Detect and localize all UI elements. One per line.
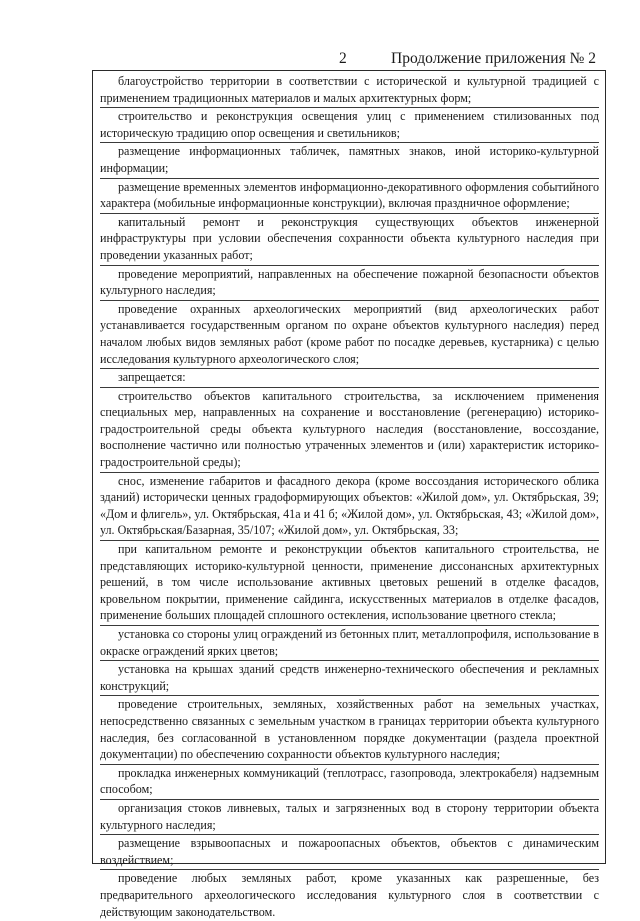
prohibited-heading: запрещается: <box>100 369 599 388</box>
page-header <box>0 50 640 70</box>
table-row: при капитальном ремонте и реконструкции объектов капитального строительства, не представляющих историко-культурной ценности, применение диссонансных архитектурных решений, в том числе использование активных цветовых решений в отделке фасадов, кровельном покрытии, применение сайдинга, искусственных материалов в отделке фасадов, применение больших площадей сплошного остекления, использование цветного стекла; <box>100 541 599 626</box>
table-row: строительство объектов капитального строительства, за исключением применения специальных мер, направленных на сохранение и восстановление (регенерацию) историко-градостроительной среды объекта культурного наследия (восстановление, воссоздание, восполнение частично или полностью утраченных элементов и (или) характеристик историко-градостроительной среды); <box>100 388 599 473</box>
table-row: установка на крышах зданий средств инженерно-технического обеспечения и рекламных конструкций; <box>100 661 599 696</box>
table-row: прокладка инженерных коммуникаций (теплотрасс, газопровода, электрокабеля) надземным способом; <box>100 765 599 800</box>
appendix-continuation-label: Продолжение приложения № 2 <box>391 50 596 67</box>
table-row: благоустройство территории в соответствии с исторической и культурной традицией с применением традиционных материалов и малых архитектурных форм; <box>100 73 599 108</box>
page-number: 2 <box>339 50 347 67</box>
table-row: проведение мероприятий, направленных на обеспечение пожарной безопасности объектов культурного наследия; <box>100 266 599 301</box>
table-row: размещение временных элементов информационно-декоративного оформления событийного характера (мобильные информационные конструкции), включая праздничное оформление; <box>100 179 599 214</box>
table-row: снос, изменение габаритов и фасадного декора (кроме воссоздания исторического облика зданий) исторически ценных градоформирующих объектов: «Жилой дом», ул. Октябрьская, 39; «Дом и флигель», ул. Октябрьская, 41а и 41 б; «Жилой дом», ул. Октябрьская, 43; «Жилой дом», ул. Октябрьская/Базарная, 35/107; «Жилой дом», ул. Октябрьская, 33; <box>100 473 599 541</box>
table-row: организация стоков ливневых, талых и загрязненных вод в сторону территории объекта культурного наследия; <box>100 800 599 835</box>
table-row: размещение информационных табличек, памятных знаков, иной историко-культурной информации; <box>100 143 599 178</box>
table-row: строительство и реконструкция освещения улиц с применением стилизованных под историческую традицию опор освещения и светильников; <box>100 108 599 143</box>
table-row: проведение строительных, земляных, хозяйственных работ на земельных участках, непосредственно связанных с земельным участком в границах территории объекта культурного наследия, без согласованной в установленном порядке документации (раздела проектной документации) по обеспечению сохранности объектов культурного наследия; <box>100 696 599 764</box>
table-row: проведение охранных археологических мероприятий (вид археологических работ устанавливается государственным органом по охране объектов культурного наследия) перед началом любых видов земляных работ (кроме работ по посадке деревьев, кустарника) с целью исследования культурного археологического слоя; <box>100 301 599 369</box>
table-row: проведение любых земляных работ, кроме указанных как разрешенные, без предварительного археологического исследования культурного слоя в соответствии с действующим законодательством. <box>100 871 599 919</box>
table-row: установка со стороны улиц ограждений из бетонных плит, металлопрофиля, использование в окраске ограждений ярких цветов; <box>100 626 599 661</box>
table-row: размещение взрывоопасных и пожароопасных объектов, объектов с динамическим воздействием; <box>100 835 599 870</box>
table-row: капитальный ремонт и реконструкция существующих объектов инженерной инфраструктуры при условии обеспечения сохранности объекта культурного наследия при проведении указанных работ; <box>100 214 599 266</box>
regulations-table <box>100 73 599 921</box>
